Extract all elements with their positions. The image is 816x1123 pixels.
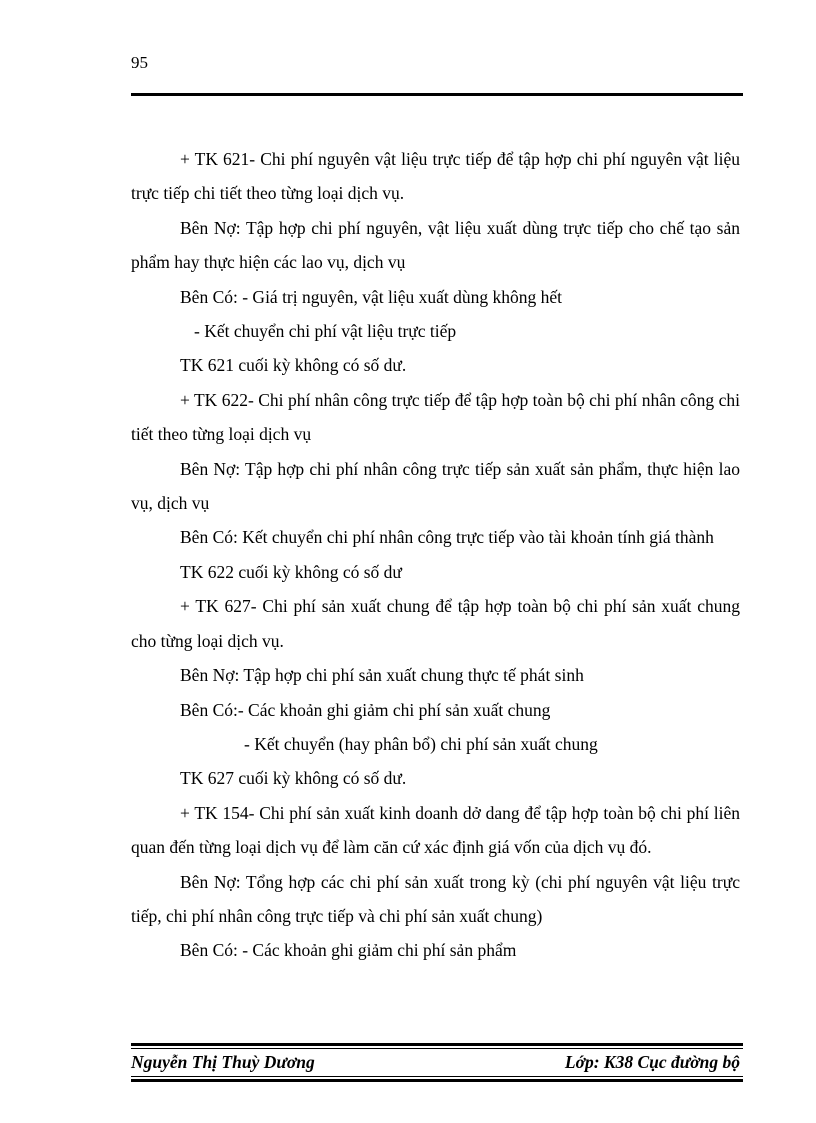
paragraph-tk627-credit: Bên Có:- Các khoản ghi giảm chi phí sản xuất chung — [180, 699, 551, 720]
paragraph-tk622-balance: TK 622 cuối kỳ không có số dư — [180, 561, 402, 582]
paragraph-tk621-credit-transfer: - Kết chuyển chi phí vật liệu trực tiếp — [194, 321, 457, 342]
document-body — [131, 142, 740, 968]
paragraph-tk621-credit: Bên Có: - Giá trị nguyên, vật liệu xuất dùng không hết — [180, 286, 563, 307]
paragraph-tk621: + TK 621- Chi phí nguyên vật liệu trực tiếp để tập hợp chi phí nguyên vật liệu trực tiếp chi tiết theo từng loại dịch vụ. — [131, 149, 740, 204]
paragraph-tk622-debit: Bên Nợ: Tập hợp chi phí nhân công trực tiếp sản xuất sản phẩm, thực hiện lao vụ, dịch vụ — [131, 458, 740, 514]
paragraph-tk621-debit: Bên Nợ: Tập hợp chi phí nguyên, vật liệu xuất dùng trực tiếp cho chế tạo sản phẩm hay thực hiện các lao vụ, dịch vụ — [131, 217, 740, 273]
paragraph-tk154-credit: Bên Có: - Các khoản ghi giảm chi phí sản phẩm — [180, 940, 517, 961]
page-number: 95 — [131, 53, 148, 72]
footer-author: Nguyễn Thị Thuỳ Dương — [131, 1052, 315, 1072]
paragraph-tk621-balance: TK 621 cuối kỳ không có số dư. — [180, 355, 407, 376]
paragraph-tk622: + TK 622- Chi phí nhân công trực tiếp để tập hợp toàn bộ chi phí nhân công chi tiết theo từng loại dịch vụ — [131, 389, 740, 445]
paragraph-tk627-debit: Bên Nợ: Tập hợp chi phí sản xuất chung thực tế phát sinh — [180, 665, 584, 686]
footer-rule-top-thick — [131, 1043, 743, 1046]
paragraph-tk627: + TK 627- Chi phí sản xuất chung để tập hợp toàn bộ chi phí sản xuất chung cho từng loại dịch vụ. — [131, 596, 740, 651]
paragraph-tk627-credit-transfer: - Kết chuyển (hay phân bổ) chi phí sản xuất chung — [244, 733, 598, 754]
paragraph-tk627-balance: TK 627 cuối kỳ không có số dư. — [180, 768, 407, 789]
footer-rule-bottom-thick — [131, 1079, 743, 1082]
paragraph-tk154-debit: Bên Nợ: Tổng hợp các chi phí sản xuất trong kỳ (chi phí nguyên vật liệu trực tiếp, chi phí nhân công trực tiếp và chi phí sản xuất chung) — [131, 871, 740, 926]
footer-rule-bottom-thin — [131, 1076, 743, 1077]
footer-rule-top-thin — [131, 1048, 743, 1049]
footer-class: Lớp: K38 Cục đường bộ — [564, 1052, 740, 1072]
paragraph-tk622-credit: Bên Có: Kết chuyển chi phí nhân công trực tiếp vào tài khoản tính giá thành — [180, 527, 714, 548]
header-rule — [131, 93, 743, 96]
paragraph-tk154: + TK 154- Chi phí sản xuất kinh doanh dở dang để tập hợp toàn bộ chi phí liên quan đến từng loại dịch vụ để làm căn cứ xác định giá vốn của dịch vụ đó. — [131, 802, 740, 858]
